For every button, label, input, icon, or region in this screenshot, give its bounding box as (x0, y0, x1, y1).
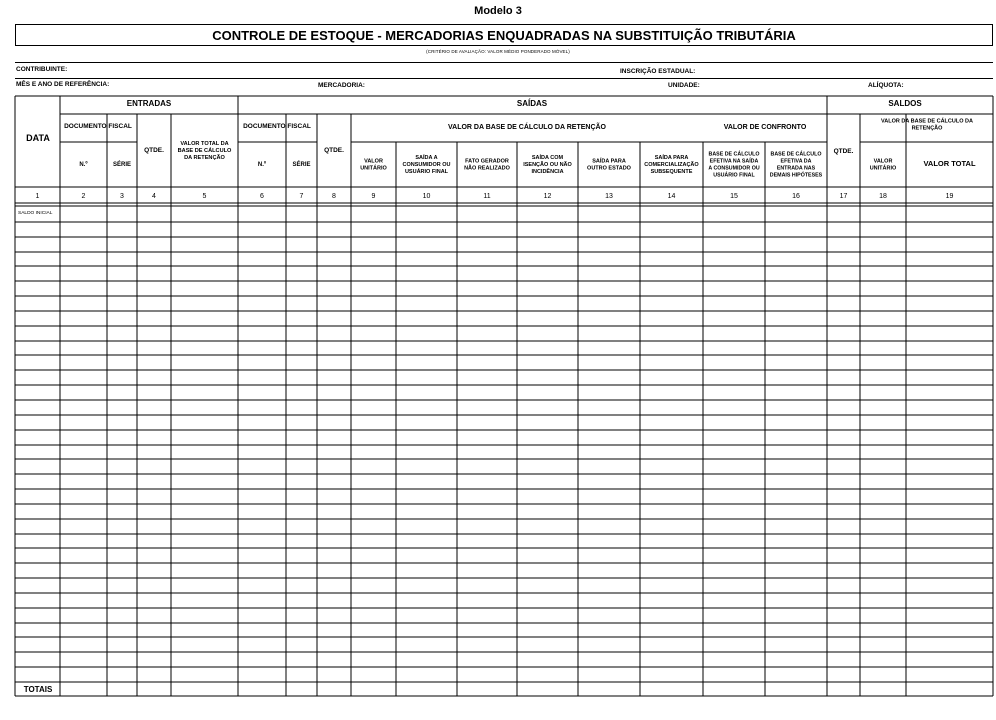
column-number: 6 (260, 193, 264, 200)
page-title: CONTROLE DE ESTOQUE - MERCADORIAS ENQUADRADAS NA SUBSTITUIÇÃO TRIBUTÁRIA (15, 24, 993, 46)
column-number: 17 (839, 193, 848, 200)
doc-fiscal-out-header: DOCUMENTO FISCAL (243, 123, 311, 130)
col-saida-comercializacao: SAÍDA PARA COMERCIALIZAÇÃO SUBSEQUENTE (644, 154, 699, 176)
totais-label: TOTAIS (23, 685, 53, 694)
column-number: 19 (945, 193, 954, 200)
column-number: 16 (792, 193, 800, 200)
column-number: 10 (422, 193, 431, 200)
col-valor-unitario-saldo: VALOR UNITÁRIO (869, 158, 897, 172)
inscricao-label: INSCRIÇÃO ESTADUAL: (620, 68, 696, 75)
column-number: 14 (667, 193, 676, 200)
data-header: DATA (26, 133, 50, 143)
col-fato-gerador: FATO GERADOR NÃO REALIZADO (464, 158, 510, 172)
model-label: Modelo 3 (474, 5, 522, 17)
unidade-label: UNIDADE: (668, 82, 700, 89)
col-n-out: N.º (257, 162, 267, 168)
col-serie-out: SÉRIE (292, 162, 311, 168)
mercadoria-label: MERCADORIA: (318, 82, 365, 89)
column-number: 8 (332, 193, 336, 200)
saldos-header: SALDOS (888, 99, 922, 108)
col-base-efetiva-entrada: BASE DE CÁLCULO EFETIVA DA ENTRADA NAS DEMAIS HIPÓTESES (769, 151, 823, 179)
contribuinte-label: CONTRIBUINTE: (16, 66, 68, 73)
col-saida-consumidor: SAÍDA A CONSUMIDOR OU USUÁRIO FINAL (402, 154, 451, 176)
column-number: 11 (483, 193, 491, 200)
mes-ano-label: MÊS E ANO DE REFERÊNCIA: (16, 81, 110, 88)
col-valor-unitario: VALOR UNITÁRIO (360, 158, 387, 172)
aliquota-label: ALÍQUOTA: (868, 82, 904, 89)
column-number: 13 (605, 193, 613, 200)
base-retencao-header: VALOR DA BASE DE CÁLCULO DA RETENÇÃO (447, 124, 607, 131)
column-number: 5 (202, 193, 207, 200)
column-number: 7 (299, 193, 304, 200)
doc-fiscal-in-header: DOCUMENTO FISCAL (64, 123, 132, 130)
column-number: 12 (543, 193, 552, 200)
col-valor-total-in: VALOR TOTAL DA BASE DE CÁLCULO DA RETENÇÃO (177, 140, 232, 162)
entradas-header: ENTRADAS (126, 99, 172, 108)
col-valor-total-saldo: VALOR TOTAL (923, 159, 976, 168)
saidas-header: SAÍDAS (516, 99, 548, 108)
saldo-inicial-label: SALDO INICIAL (18, 211, 53, 216)
column-number: 1 (35, 193, 40, 200)
column-number: 15 (730, 193, 738, 200)
col-n-in: N.º (79, 162, 88, 168)
column-number: 9 (371, 193, 376, 200)
col-qtde-saldo: QTDE. (833, 148, 854, 155)
col-qtde-out: QTDE. (324, 147, 344, 154)
col-saida-isencao: SAÍDA COM ISENÇÃO OU NÃO INCIDÊNCIA (523, 154, 572, 176)
confronto-header: VALOR DE CONFRONTO (723, 124, 807, 131)
column-number: 18 (879, 193, 887, 200)
col-serie-in: SÉRIE (112, 162, 132, 168)
column-number: 3 (120, 193, 124, 200)
column-number: 4 (152, 193, 156, 200)
col-saida-outro-estado: SAÍDA PARA OUTRO ESTADO (587, 158, 631, 172)
subtitle-note: (CRITÉRIO DE AVALIAÇÃO: VALOR MÉDIO PONDERADO MÓVEL) (426, 49, 570, 54)
col-qtde-in: QTDE. (144, 147, 164, 154)
col-base-efetiva-saida: BASE DE CÁLCULO EFETIVA NA SAÍDA A CONSUMIDOR OU USUÁRIO FINAL (708, 151, 760, 179)
column-number: 2 (81, 193, 86, 200)
saldo-base-header: VALOR DA BASE DE CÁLCULO DA RETENÇÃO (881, 118, 973, 132)
